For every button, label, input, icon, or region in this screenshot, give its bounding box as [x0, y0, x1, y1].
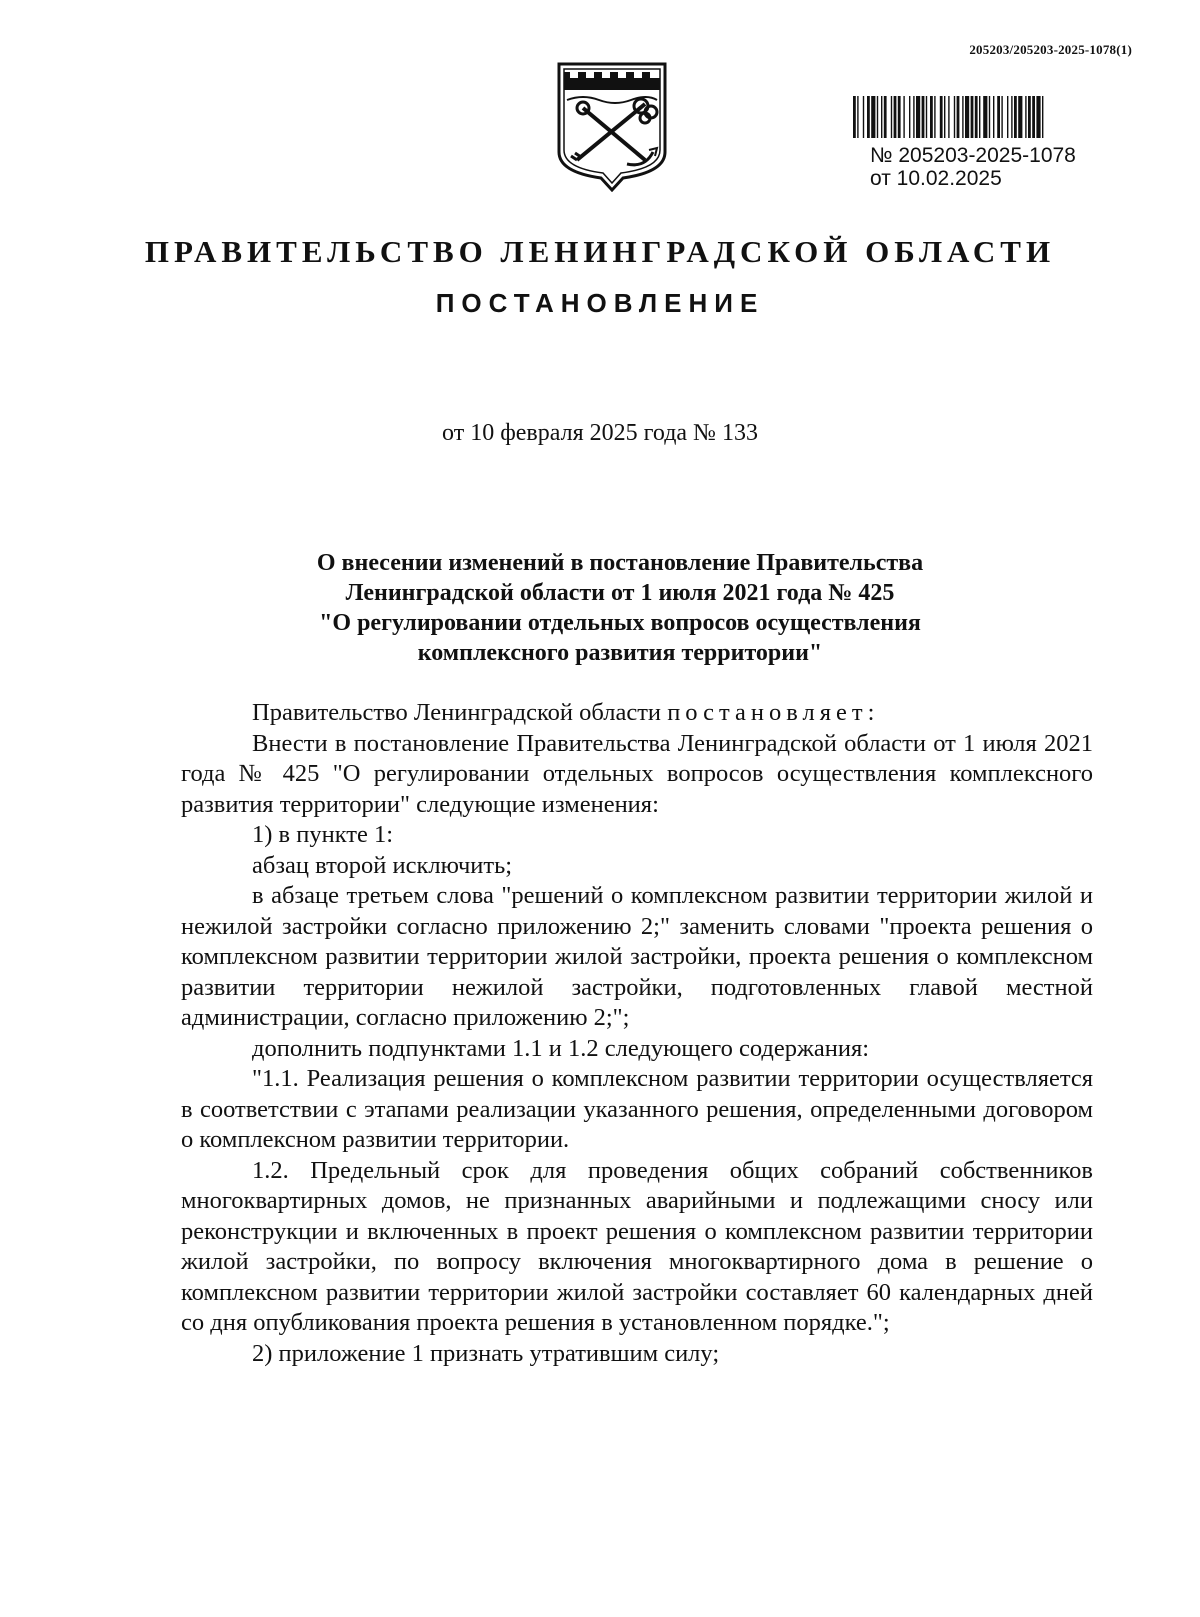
- barcode-bar: [1036, 96, 1040, 138]
- barcode-bar: [1011, 96, 1012, 138]
- barcode-bar: [857, 96, 858, 138]
- barcode-bar: [1032, 96, 1035, 138]
- body-paragraph: абзац второй исключить;: [252, 851, 513, 879]
- intro-prefix: Правительство Ленинградской области: [252, 699, 668, 726]
- barcode-bar: [922, 96, 925, 138]
- top-reference-number: 205203/205203-2025-1078(1): [969, 42, 1132, 57]
- body-intro: [181, 698, 1093, 729]
- barcode-bar: [884, 96, 887, 138]
- body-paragraph: "1.1. Реализация решения о комплексном развитии территории осуществляется в соответствии с этапами реализации указанного решения, определенными договором о комплексном развитии территории.: [181, 1065, 1093, 1153]
- barcode-bar: [965, 96, 969, 138]
- body-paragraph: 1) в пункте 1:: [252, 821, 394, 848]
- barcode-bar: [891, 96, 892, 138]
- barcode-bar: [1042, 96, 1043, 138]
- barcode-bar: [903, 96, 904, 138]
- body-paragraph: в абзаце третьем слова "решений о комплексном развитии территории жилой и нежилой застройки согласно приложению 2;" заменить словами "проекта решения о комплексном развитии территории жилой застройки, проекта решения о комплексном развитии территории нежилой застройки, подготовленных главой местной администрации, согласно приложению 2;";: [181, 882, 1093, 1031]
- body-paragraph: 2) приложение 1 признать утратившим силу;: [252, 1339, 720, 1367]
- intro-resolves: постановляет:: [667, 699, 880, 726]
- barcode-bar: [989, 96, 990, 138]
- barcode-bar: [877, 96, 878, 138]
- barcode-bar: [979, 96, 980, 138]
- barcode-bar: [1025, 96, 1026, 138]
- barcode-bar: [916, 96, 920, 138]
- registration-date: от 10.02.2025: [870, 167, 1002, 190]
- barcode-bar: [930, 96, 933, 138]
- leningrad-oblast-coat-of-arms-icon: [553, 60, 671, 192]
- barcode-bar: [954, 96, 955, 138]
- barcode-bar: [867, 96, 870, 138]
- barcode-bar: [894, 96, 897, 138]
- body-paragraph: дополнить подпунктами 1.1 и 1.2 следующего содержания:: [252, 1034, 870, 1062]
- barcode-bar: [863, 96, 864, 138]
- barcode-bar: [962, 96, 963, 138]
- subject-line: Ленинградской области от 1 июля 2021 года № 425: [345, 580, 895, 606]
- subject-line: "О регулировании отдельных вопросов осуществления: [319, 610, 921, 636]
- barcode-bar: [909, 96, 910, 138]
- barcode-bar: [957, 96, 960, 138]
- barcode-bar: [993, 96, 994, 138]
- barcode-bar: [853, 96, 856, 138]
- barcode-bar: [926, 96, 927, 138]
- barcode-bar: [983, 96, 987, 138]
- barcode-bar: [997, 96, 1000, 138]
- document-subject: [0, 548, 1200, 668]
- document-body: [181, 698, 1093, 1369]
- subject-line: О внесении изменений в постановление Правительства: [316, 550, 924, 576]
- barcode-bar: [1007, 96, 1008, 138]
- government-title: ПРАВИТЕЛЬСТВО ЛЕНИНГРАДСКОЙ ОБЛАСТИ: [144, 234, 1056, 269]
- registration-number: № 205203-2025-1078: [870, 144, 1076, 167]
- barcode-bar: [944, 96, 945, 138]
- barcode-bar: [1028, 96, 1031, 138]
- document-type: ПОСТАНОВЛЕНИЕ: [435, 288, 765, 318]
- subject-line: комплексного развития территории": [417, 640, 823, 666]
- barcode-bar: [948, 96, 949, 138]
- barcode-bar: [934, 96, 935, 138]
- barcode-bar: [971, 96, 974, 138]
- barcode-bar: [898, 96, 901, 138]
- body-paragraph: 1.2. Предельный срок для проведения общих собраний собственников многоквартирных домов, не признанных аварийными и подлежащими сносу или реконструкции и включенных в проект решения о комплексном развитии территории жилой застройки, по вопросу включения многоквартирного дома в решение о комплексном развитии территории жилой застройки составляет 60 календарных дней со дня опубликования проекта решения в установленном порядке.";: [181, 1156, 1093, 1336]
- barcode-bar: [940, 96, 943, 138]
- barcode-bar: [881, 96, 882, 138]
- barcode-bar: [1014, 96, 1017, 138]
- barcode-icon: [853, 96, 1117, 138]
- body-paragraph: Внести в постановление Правительства Ленинградской области от 1 июля 2021 года № 425 "О регулировании отдельных вопросов осуществления комплексного развития территории" следующие изменения:: [181, 729, 1093, 818]
- barcode-bar: [1001, 96, 1002, 138]
- barcode-bar: [1018, 96, 1022, 138]
- barcode-bar: [871, 96, 875, 138]
- document-date-number: от 10 февраля 2025 года № 133: [442, 420, 758, 446]
- barcode-bar: [913, 96, 914, 138]
- barcode-bar: [975, 96, 978, 138]
